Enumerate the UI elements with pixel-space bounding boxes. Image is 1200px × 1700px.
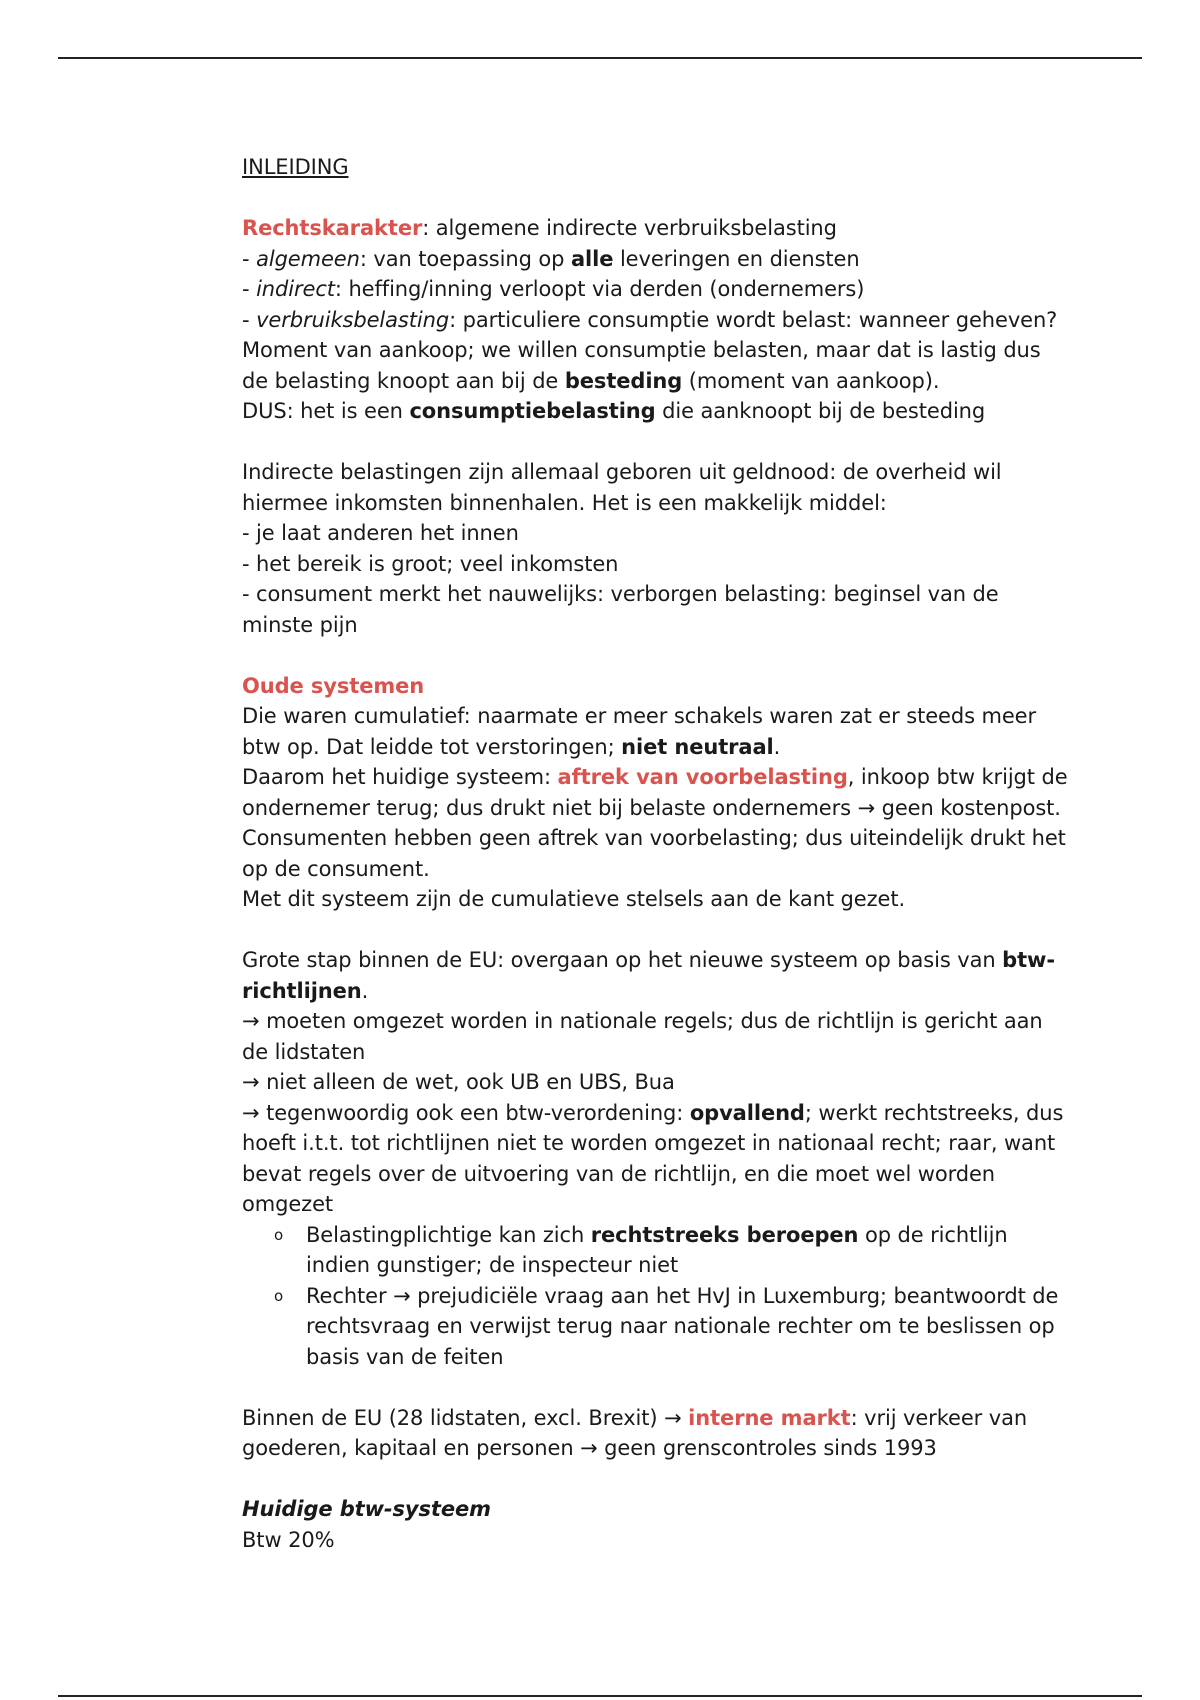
- sub-list: [242, 1220, 1072, 1373]
- header-rule: [58, 57, 1142, 59]
- footer-rule: [58, 1695, 1142, 1697]
- indirecte-belastingen-paragraph: Indirecte belastingen zijn allemaal geboren uit geldnood: de overheid wil hiermee inkomsten binnenhalen. Het is een makkelijk middel:: [242, 460, 1002, 515]
- list-item: - je laat anderen het innen: [242, 521, 519, 545]
- oude-systemen-heading: Oude systemen: [242, 673, 425, 698]
- verbruiksbelasting-paragraph: - verbruiksbelasting: particuliere consumptie wordt belast: wanneer geheven? Moment van aankoop; we willen consumptie belasten, maar dat is lastig dus de belasting knoopt aan bij de besteding (moment van aankoop).: [242, 307, 1058, 393]
- arrow-item: → tegenwoordig ook een btw-verordening: opvallend; werkt rechtstreeks, dus hoeft i.t.t. tot richtlijnen niet te worden omgezet in nationaal recht; raar, want bevat regels over de uitvoering van de richtlijn, en die moet wel worden omgezet: [242, 1100, 1064, 1216]
- huidige-systeem-heading: Huidige btw-systeem: [242, 1497, 491, 1521]
- keyword-interne-markt: interne markt: [688, 1405, 851, 1430]
- cumulatief-paragraph: Die waren cumulatief: naarmate er meer schakels waren zat er steeds meer btw op. Dat leidde tot verstoringen; niet neutraal.: [242, 704, 1037, 759]
- section-heading: INLEIDING: [242, 155, 349, 179]
- arrow-item: → moeten omgezet worden in nationale regels; dus de richtlijn is gericht aan de lidstaten: [242, 1009, 1043, 1064]
- eu-step-paragraph: Grote stap binnen de EU: overgaan op het nieuwe systeem op basis van btw-richtlijnen.: [242, 948, 1055, 1003]
- interne-markt-paragraph: Binnen de EU (28 lidstaten, excl. Brexit) → interne markt: vrij verkeer van goederen, kapitaal en personen → geen grenscontroles sinds 1993: [242, 1405, 1028, 1460]
- voorbelasting-paragraph: Daarom het huidige systeem: aftrek van voorbelasting, inkoop btw krijgt de ondernemer terug; dus drukt niet bij belaste ondernemers → geen kostenpost. Consumenten hebben geen aftrek van voorbelasting; dus uiteindelijk drukt het op de consument.: [242, 765, 1068, 881]
- arrow-item: → niet alleen de wet, ook UB en UBS, Bua: [242, 1070, 675, 1094]
- list-item: o Belastingplichtige kan zich rechtstreeks beroepen op de richtlijn indien gunstiger; de inspecteur niet: [306, 1220, 1072, 1281]
- list-item: o Rechter → prejudiciële vraag aan het HvJ in Luxemburg; beantwoordt de rechtsvraag en verwijst terug naar nationale rechter om te beslissen op basis van de feiten: [306, 1281, 1072, 1373]
- list-item: - consument merkt het nauwelijks: verborgen belasting: beginsel van de minste pijn: [242, 582, 999, 637]
- dus-line: DUS: het is een consumptiebelasting die aanknoopt bij de besteding: [242, 399, 986, 423]
- keyword-rechtskarakter: Rechtskarakter: [242, 216, 423, 240]
- document-body: [242, 152, 1072, 1555]
- btw-rate-line: Btw 20%: [242, 1527, 335, 1552]
- keyword-aftrek: aftrek van voorbelasting: [557, 765, 848, 789]
- indirect-line: - indirect: heffing/inning verloopt via derden (ondernemers): [242, 277, 865, 301]
- list-item: - het bereik is groot; veel inkomsten: [242, 551, 619, 576]
- cumulatieve-stelsels-line: Met dit systeem zijn de cumulatieve stelsels aan de kant gezet.: [242, 887, 906, 911]
- algemeen-line: - algemeen: van toepassing op alle leveringen en diensten: [242, 246, 860, 271]
- rechtskarakter-line: Rechtskarakter: algemene indirecte verbruiksbelasting: [242, 216, 837, 240]
